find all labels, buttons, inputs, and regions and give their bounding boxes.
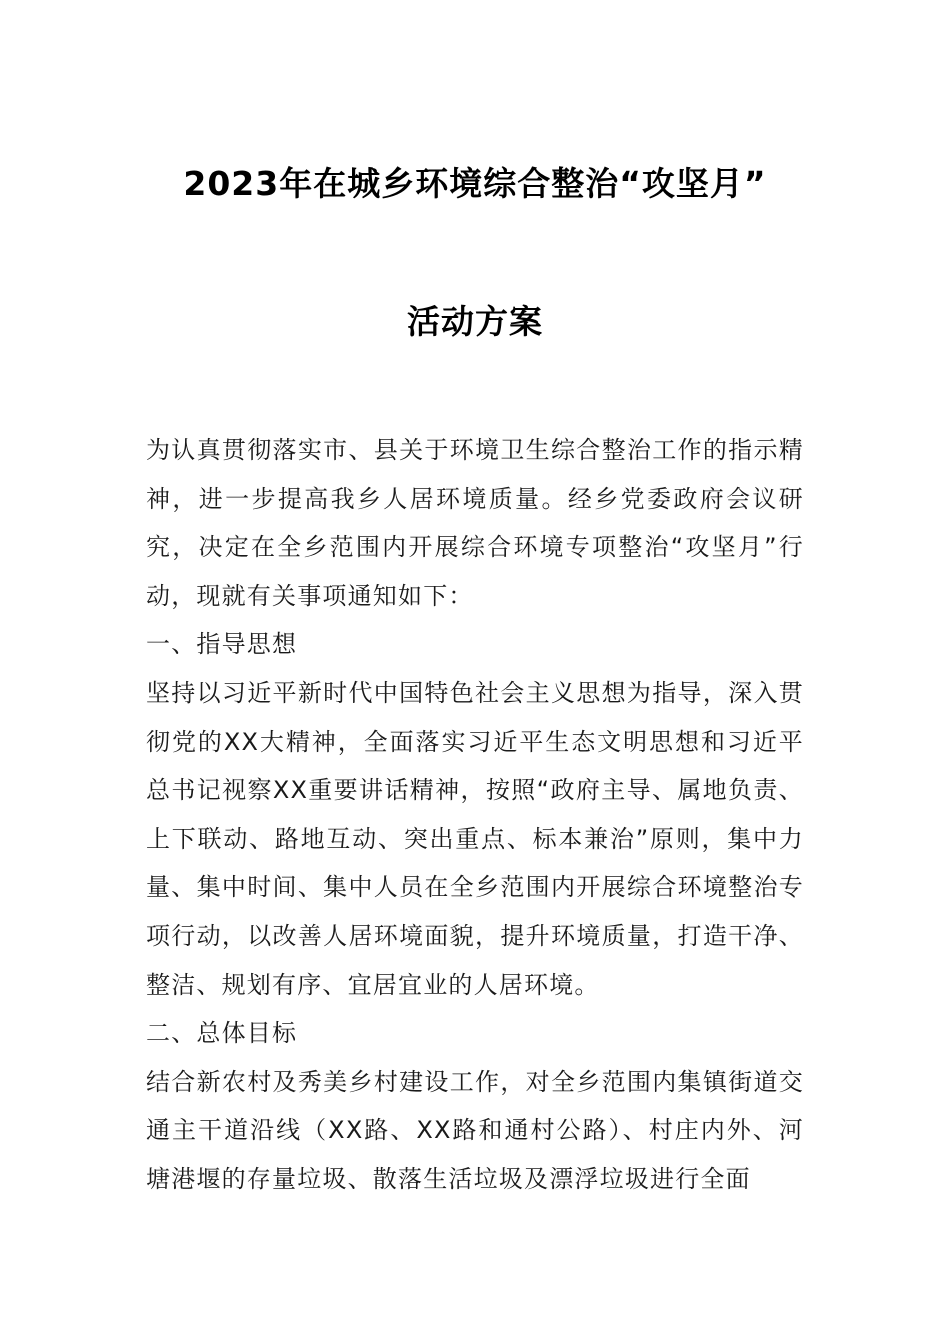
section-heading-overall-goal: 二、总体目标 [146,1019,298,1048]
section-body-overall-goal: 结合新农村及秀美乡村建设工作，对全乡范围内集镇街道交通主干道沿线（XX路、XX路和通村公路）、村庄内外、河塘港堰的存量垃圾、散落生活垃圾及漂浮垃圾进行全面 [146,1067,804,1193]
section-body-guiding-ideology: 坚持以习近平新时代中国特色社会主义思想为指导，深入贯彻党的XX大精神，全面落实习近平生态文明思想和习近平总书记视察XX重要讲话精神，按照“政府主导、属地负责、上下联动、路地互动、突出重点、标本兼治”原则，集中力量、集中时间、集中人员在全乡范围内开展综合环境整治专项行动，以改善人居环境面貌，提升环境质量，打造干净、整洁、规划有序、宜居宜业的人居环境。 [146,678,804,999]
document-title-line2: 活动方案 [407,302,543,341]
intro-paragraph: 为认真贯彻落实市、县关于环境卫生综合整治工作的指示精神，进一步提高我乡人居环境质量。经乡党委政府会议研究，决定在全乡范围内开展综合环境专项整治“攻坚月”行动，现就有关事项通知如下： [146,436,804,610]
document-title-line1: 2023年在城乡环境综合整治“攻坚月” [183,164,767,203]
document-body [146,426,804,1204]
section-heading-guiding-ideology: 一、指导思想 [146,630,298,659]
